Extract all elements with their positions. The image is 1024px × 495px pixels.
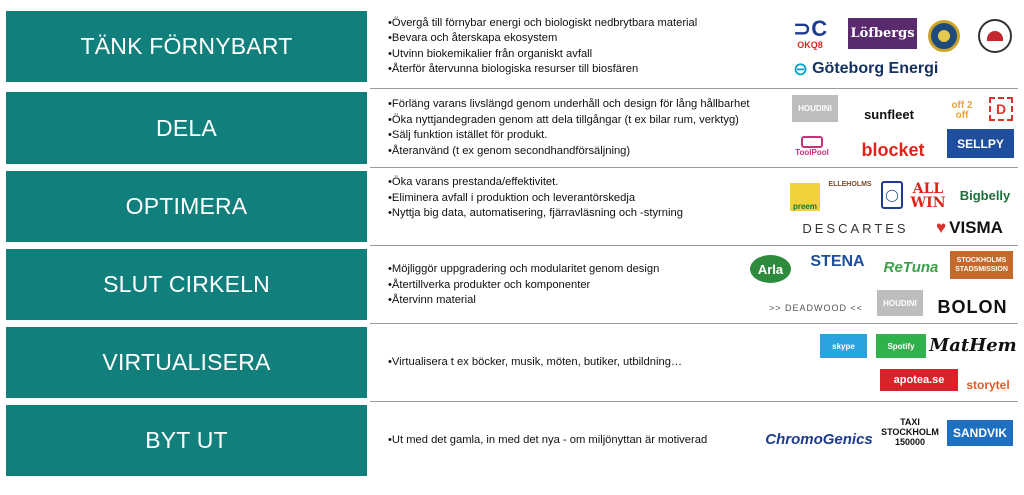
bullet-item: •Nyttja big data, automatisering, fjärravläsning och -styrning <box>388 207 683 220</box>
bullet-item: •Återtillverka produkter och komponenter <box>388 278 591 291</box>
logo-descartes: DESCARTES <box>802 220 909 236</box>
logo-deadwood: >> DEADWOOD << <box>768 303 864 313</box>
logo-bigbelly: Bigbelly <box>959 187 1011 203</box>
logo-mathem: MatHem <box>929 334 1017 356</box>
row-slut-cirkeln <box>0 245 1024 323</box>
logo-visma: ♥ VISMA <box>936 218 1003 237</box>
bullet-item: •Utvinn biokemikalier från organiskt avfall <box>388 47 593 60</box>
logo-goteborg-energi: ⊖ Göteborg Energi <box>793 58 939 79</box>
logo-sellpy: SELLPY <box>947 129 1014 158</box>
row-dela <box>0 89 1024 167</box>
logo-blocket: blocket <box>861 139 925 160</box>
logo-taxi-stockholm: TAXI STOCKHOLM 150000 <box>881 417 939 447</box>
row-byt-ut <box>0 401 1024 495</box>
logo-off2off: off 2 off <box>951 100 973 121</box>
row-title: TÄNK FÖRNYBART <box>6 11 367 82</box>
logo-preem: preem <box>790 183 820 211</box>
logo-skype: skype <box>820 334 867 358</box>
round-seal-icon <box>928 20 960 52</box>
bullet-item: •Övergå till förnybar energi och biologiskt nedbrytbara material <box>388 16 698 29</box>
bullet-item: •Bevara och återskapa ekosystem <box>388 32 558 44</box>
logo-chromogenics: ChromoGenics <box>765 430 873 448</box>
logo-okq8: ⊃C OKQ8 <box>792 16 828 50</box>
logo-all-win: ALL WIN <box>910 181 946 211</box>
logo-storytel: storytel <box>966 378 1010 392</box>
logo-arla: Arla <box>750 255 791 283</box>
bullet-item: •Återför återvunna biologiska resurser till biosfären <box>388 63 639 75</box>
logo-toolpool: ToolPool <box>792 133 832 159</box>
bullet-list <box>388 249 760 322</box>
row-title: OPTIMERA <box>6 171 367 242</box>
row-title: SLUT CIRKELN <box>6 249 367 320</box>
round-emblem-icon <box>978 19 1012 53</box>
bullet-list <box>388 405 760 476</box>
row-title: VIRTUALISERA <box>6 327 367 398</box>
bullet-item: •Återanvänd (t ex genom secondhandförsäljning) <box>388 144 631 157</box>
bullet-item: •Virtualisera t ex böcker, musik, möten, butiker, utbildning… <box>388 355 683 368</box>
logo-bolon: BOLON <box>937 296 1008 317</box>
bullet-list <box>388 327 760 398</box>
logo-lofbergs: Löfbergs <box>848 18 917 49</box>
logo-spotify: Spotify <box>876 334 926 358</box>
bullet-item: •Möjliggör uppgradering och modularitet genom design <box>388 263 660 276</box>
row-optimera <box>0 167 1024 245</box>
logo-stadsmission: STOCKHOLMS STADSMISSION <box>950 251 1013 279</box>
logo-apotea: apotea.se <box>880 369 958 391</box>
bracket-d-icon: D <box>989 97 1013 121</box>
row-virtualisera <box>0 323 1024 401</box>
row-tank-fornybart <box>0 0 1024 89</box>
logo-houdini: HOUDINI <box>877 290 923 316</box>
logo-retuna: ReTuna <box>883 258 939 276</box>
logo-elleholms: ELLEHOLMS <box>828 181 872 188</box>
bullet-item: •Förläng varans livslängd genom underhåll och design för lång hållbarhet <box>388 98 750 110</box>
bullet-list <box>388 92 760 164</box>
logo-stena: STENA <box>810 253 865 270</box>
bullet-list <box>388 171 760 226</box>
bullet-item: •Eliminera avfall i produktion och leverantörskedja <box>388 191 636 204</box>
logo-sunfleet: sunfleet <box>864 106 914 122</box>
bullet-item: •Öka varans prestanda/effektivitet. <box>388 176 559 189</box>
row-title: DELA <box>6 92 367 164</box>
bullet-item: •Återvinn material <box>388 294 476 307</box>
row-title: BYT UT <box>6 405 367 476</box>
bullet-item: •Öka nyttjandegraden genom att dela tillgångar (t ex bilar rum, verktyg) <box>388 113 739 126</box>
bullet-list <box>388 11 760 82</box>
logo-houdini: HOUDINI <box>792 95 838 122</box>
shield-icon: ◯ <box>881 181 903 209</box>
logo-sandvik: SANDVIK <box>947 420 1013 446</box>
bullet-item: •Ut med det gamla, in med det nya - om miljönyttan är motiverad <box>388 433 708 446</box>
bullet-item: •Sälj funktion istället för produkt. <box>388 129 548 141</box>
